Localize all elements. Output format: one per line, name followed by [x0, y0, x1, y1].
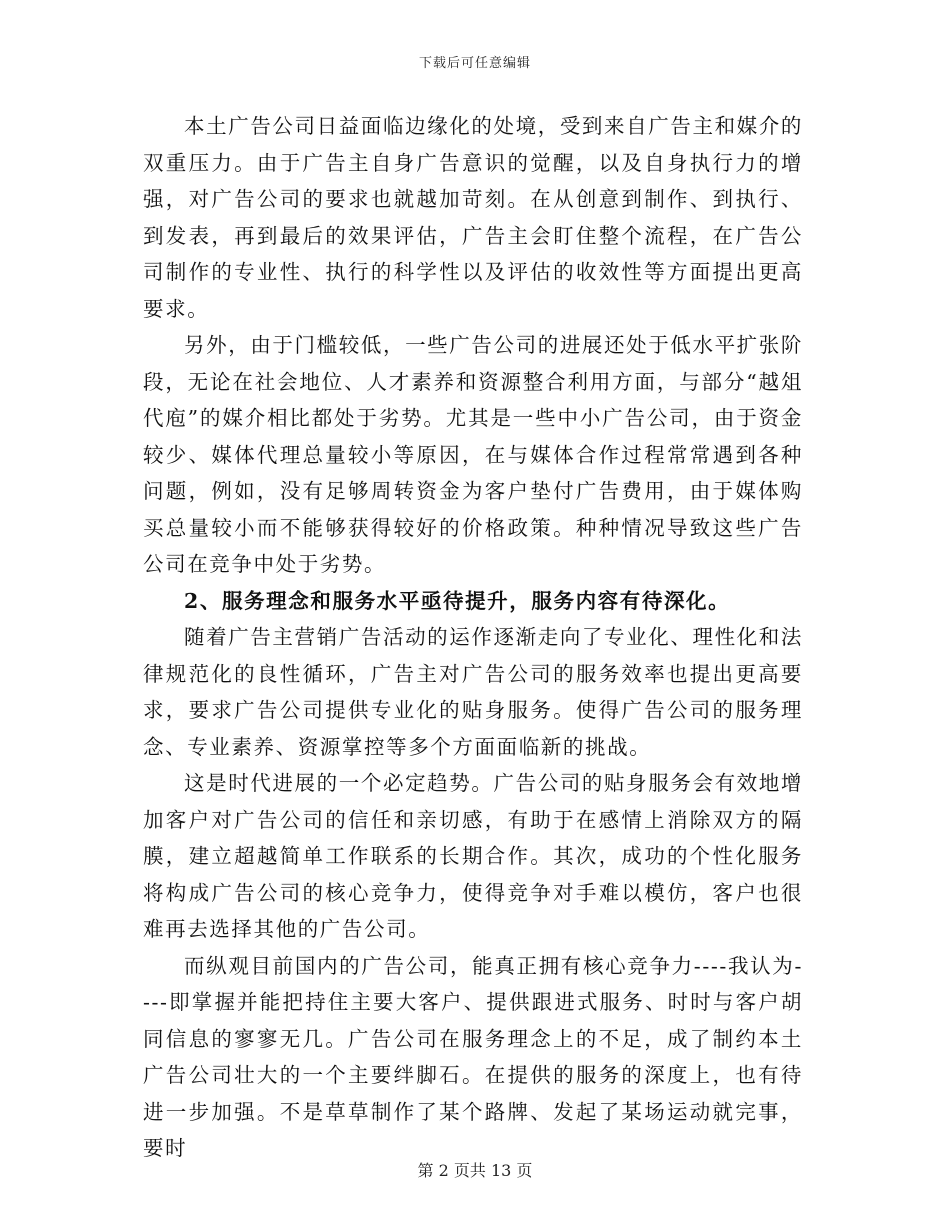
paragraph-2: 另外，由于门槛较低，一些广告公司的进展还处于低水平扩张阶段，无论在社会地位、人才素养和资源整合利用方面，与部分“越俎代庖”的媒介相比都处于劣势。尤其是一些中小广告公司，由于资金较少、媒体代理总量较小等原因，在与媒体合作过程常常遇到各种问题，例如，没有足够周转资金为客户垫付广告费用，由于媒体购买总量较小而不能够获得较好的价格政策。种种情况导致这些广告公司在竞争中处于劣势。 — [143, 333, 803, 576]
page-header: 下载后可任意编辑 — [418, 56, 531, 71]
paragraph-3: 随着广告主营销广告活动的运作逐渐走向了专业化、理性化和法律规范化的良性循环，广告主对广告公司的服务效率也提出更高要求，要求广告公司提供专业化的贴身服务。使得广告公司的服务理念、专业素养、资源掌控等多个方面面临新的挑战。 — [143, 625, 803, 759]
paragraph-5: 而纵观目前国内的广告公司，能真正拥有核心竞争力----我认为----即掌握并能把持住主要大客户、提供跟进式服务、时时与客户胡同信息的寥寥无几。广告公司在服务理念上的不足，成了制约本土广告公司壮大的一个主要绊脚石。在提供的服务的深度上，也有待进一步加强。不是草草制作了某个路牌、发起了某场运动就完事，要时 — [143, 953, 803, 1160]
section-heading: 2、服务理念和服务水平亟待提升，服务内容有待深化。 — [184, 588, 731, 613]
paragraph-1: 本土广告公司日益面临边缘化的处境，受到来自广告主和媒介的双重压力。由于广告主自身广告意识的觉醒，以及自身执行力的增强，对广告公司的要求也就越加苛刻。在从创意到制作、到执行、到发表，再到最后的效果评估，广告主会盯住整个流程，在广告公司制作的专业性、执行的科学性以及评估的收效性等方面提出更高要求。 — [143, 114, 803, 321]
document-body — [143, 108, 803, 1167]
page-number: 第 2 页共 13 页 — [417, 1161, 533, 1180]
paragraph-4: 这是时代进展的一个必定趋势。广告公司的贴身服务会有效地增加客户对广告公司的信任和亲切感，有助于在感情上消除双方的隔膜，建立超越简单工作联系的长期合作。其次，成功的个性化服务将构成广告公司的核心竞争力，使得竞争对手难以模仿，客户也很难再去选择其他的广告公司。 — [143, 771, 803, 941]
